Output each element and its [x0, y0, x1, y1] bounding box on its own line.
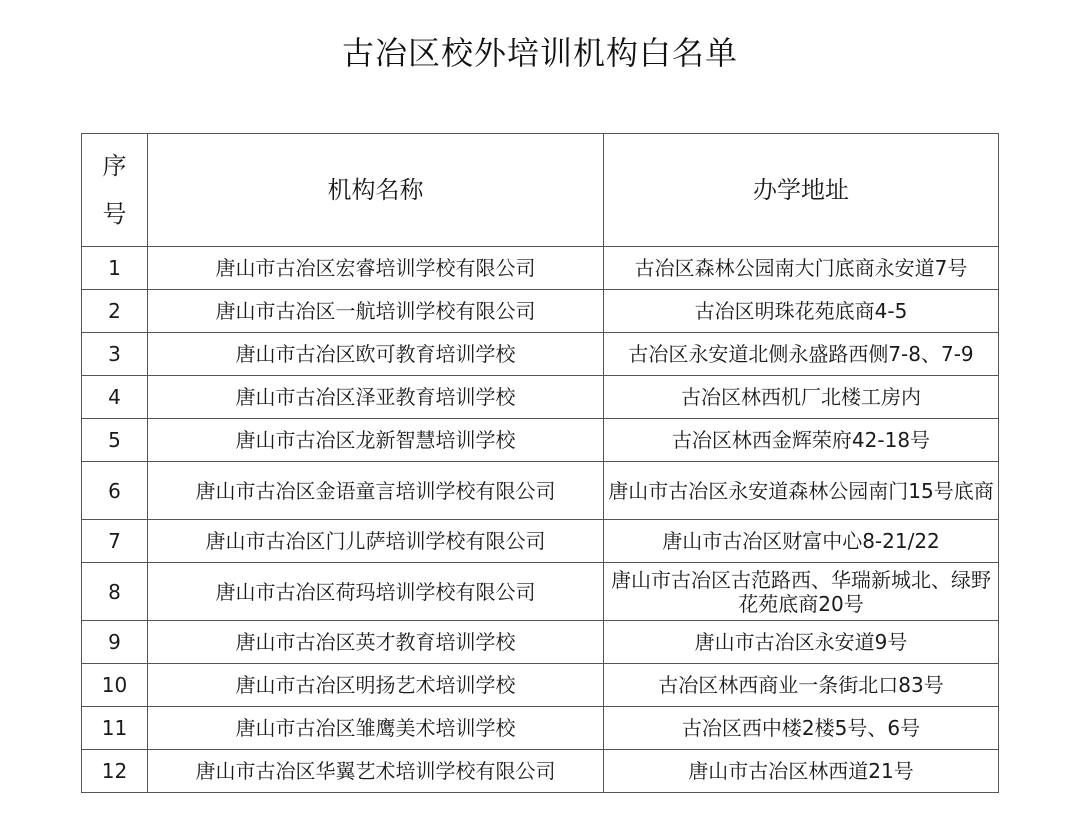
table-row	[82, 290, 999, 333]
table-row	[82, 462, 999, 520]
cell-index: 11	[82, 707, 148, 750]
table-row	[82, 664, 999, 707]
cell-name: 唐山市古冶区龙新智慧培训学校	[148, 419, 604, 462]
header-address: 办学地址	[604, 134, 999, 247]
cell-address: 唐山市古冶区古范路西、华瑞新城北、绿野花苑底商20号	[604, 563, 999, 621]
cell-name: 唐山市古冶区荷玛培训学校有限公司	[148, 563, 604, 621]
table-row	[82, 621, 999, 664]
table-row	[82, 376, 999, 419]
cell-name: 唐山市古冶区英才教育培训学校	[148, 621, 604, 664]
cell-index: 2	[82, 290, 148, 333]
cell-index: 7	[82, 520, 148, 563]
cell-name: 唐山市古冶区金语童言培训学校有限公司	[148, 462, 604, 520]
cell-name: 唐山市古冶区宏睿培训学校有限公司	[148, 247, 604, 290]
cell-index: 8	[82, 563, 148, 621]
table-row	[82, 247, 999, 290]
cell-name: 唐山市古冶区雏鹰美术培训学校	[148, 707, 604, 750]
table-row	[82, 750, 999, 793]
table-row	[82, 563, 999, 621]
cell-name: 唐山市古冶区门儿萨培训学校有限公司	[148, 520, 604, 563]
cell-name: 唐山市古冶区欧可教育培训学校	[148, 333, 604, 376]
header-name: 机构名称	[148, 134, 604, 247]
cell-index: 9	[82, 621, 148, 664]
cell-address: 古冶区森林公园南大门底商永安道7号	[604, 247, 999, 290]
table-row	[82, 707, 999, 750]
cell-address: 唐山市古冶区永安道9号	[604, 621, 999, 664]
cell-name: 唐山市古冶区泽亚教育培训学校	[148, 376, 604, 419]
cell-address: 古冶区西中楼2楼5号、6号	[604, 707, 999, 750]
cell-name: 唐山市古冶区一航培训学校有限公司	[148, 290, 604, 333]
cell-address: 唐山市古冶区林西道21号	[604, 750, 999, 793]
cell-address: 唐山市古冶区财富中心8-21/22	[604, 520, 999, 563]
page-title: 古冶区校外培训机构白名单	[341, 34, 738, 72]
header-index-line2: 号	[102, 200, 127, 228]
cell-index: 6	[82, 462, 148, 520]
cell-index: 1	[82, 247, 148, 290]
cell-index: 12	[82, 750, 148, 793]
cell-address: 古冶区永安道北侧永盛路西侧7-8、7-9	[604, 333, 999, 376]
table-row	[82, 419, 999, 462]
cell-index: 5	[82, 419, 148, 462]
cell-address: 唐山市古冶区永安道森林公园南门15号底商	[604, 462, 999, 520]
cell-address: 古冶区林西机厂北楼工房内	[604, 376, 999, 419]
table-row	[82, 520, 999, 563]
cell-index: 4	[82, 376, 148, 419]
cell-address: 古冶区林西商业一条街北口83号	[604, 664, 999, 707]
header-index	[82, 134, 148, 247]
cell-name: 唐山市古冶区华翼艺术培训学校有限公司	[148, 750, 604, 793]
cell-index: 10	[82, 664, 148, 707]
header-index-line1: 序	[102, 152, 127, 180]
cell-index: 3	[82, 333, 148, 376]
cell-name: 唐山市古冶区明扬艺术培训学校	[148, 664, 604, 707]
cell-address: 古冶区明珠花苑底商4-5	[604, 290, 999, 333]
cell-address: 古冶区林西金辉荣府42-18号	[604, 419, 999, 462]
whitelist-table	[81, 133, 999, 793]
table-header-row	[82, 134, 999, 247]
table-row	[82, 333, 999, 376]
